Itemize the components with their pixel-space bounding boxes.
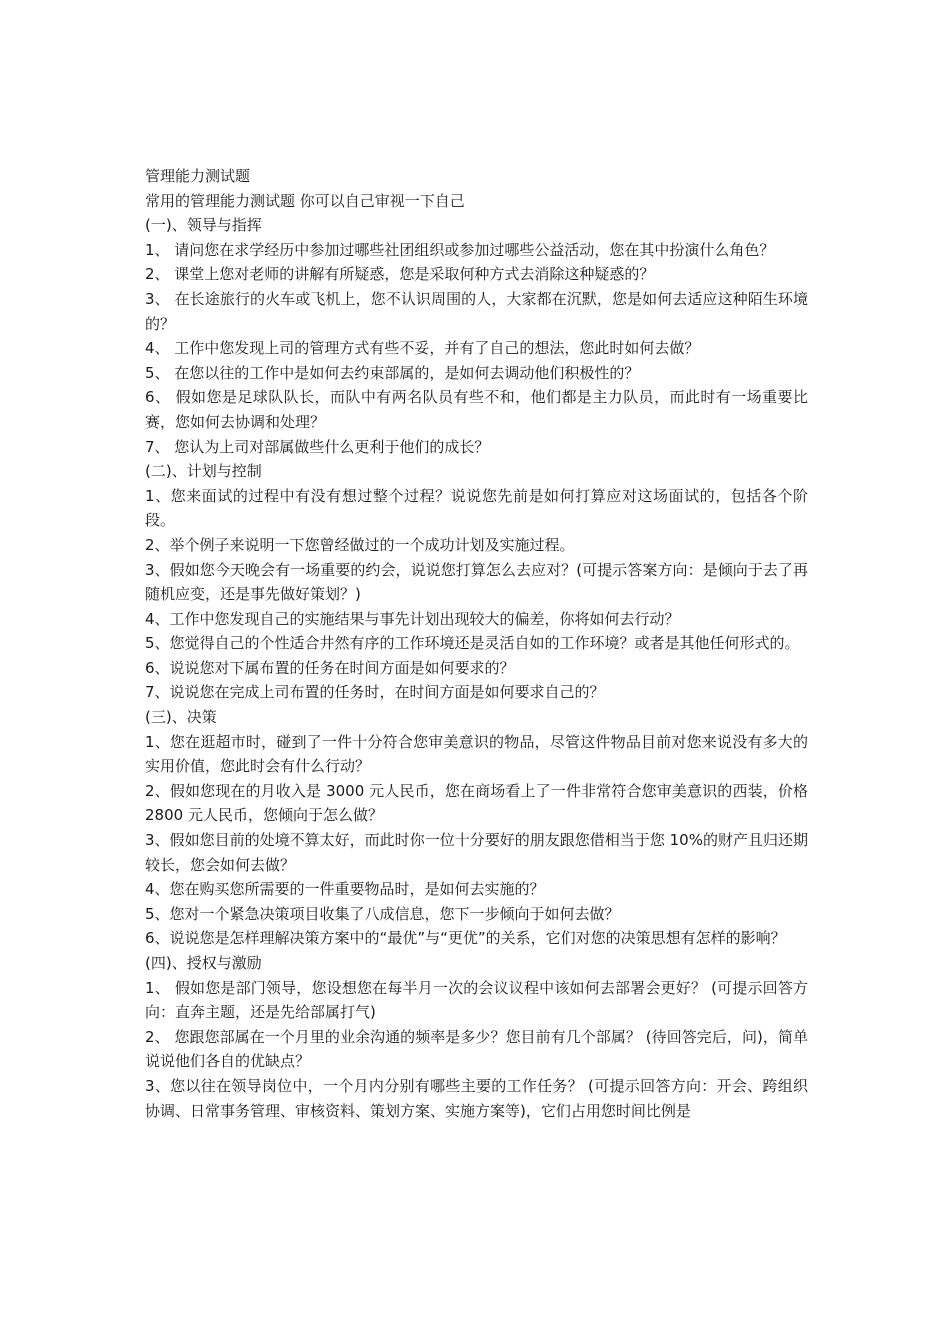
section-heading: (一)、领导与指挥	[145, 216, 262, 235]
question-item: 6、说说您对下属布置的任务在时间方面是如何要求的？	[145, 658, 515, 677]
question-item: 5、您觉得自己的个性适合井然有序的工作环境还是灵活自如的工作环境？或者是其他任何形式的。	[145, 634, 800, 653]
section-heading: (四)、授权与激励	[145, 954, 262, 972]
question-item: 6、 假如您是足球队队长，而队中有两名队员有些不和，他们都是主力队员，而此时有一场重要比赛，您如何去协调和处理？	[145, 388, 808, 431]
question-item: 4、 工作中您发现上司的管理方式有些不妥，并有了自己的想法，您此时如何去做？	[145, 339, 700, 358]
section-leadership	[145, 213, 808, 459]
section-decision	[145, 705, 808, 951]
question-item: 1、 请问您在求学经历中参加过哪些社团组织或参加过哪些公益活动，您在其中扮演什么角色？	[145, 240, 775, 259]
question-item: 7、说说您在完成上司布置的任务时，在时间方面是如何要求自己的？	[145, 683, 605, 702]
question-item: 5、您对一个紧急决策项目收集了八成信息，您下一步倾向于如何去做？	[145, 904, 620, 923]
document-title: 管理能力测试题	[145, 167, 251, 185]
question-item: 2、 课堂上您对老师的讲解有所疑惑，您是采取何种方式去消除这种疑惑的？	[145, 265, 655, 284]
question-item: 6、说说您是怎样理解决策方案中的“最优”与“更优”的关系，它们对您的决策思想有怎样的影响？	[145, 929, 786, 948]
question-item: 7、 您认为上司对部属做些什么更利于他们的成长？	[145, 437, 490, 456]
question-item: 2、举个例子来说明一下您曾经做过的一个成功计划及实施过程。	[145, 535, 575, 554]
section-planning-control	[145, 459, 808, 705]
question-item: 3、假如您目前的处境不算太好，而此时你一位十分要好的朋友跟您借相当于您 10%的财产且归还期较长，您会如何去做？	[145, 831, 808, 874]
question-item: 2、 您跟您部属在一个月里的业余沟通的频率是多少？您目前有几个部属？ (待回答完后，问)，简单说说他们各自的优缺点？	[145, 1027, 808, 1071]
question-item: 5、 在您以往的工作中是如何去约束部属的，是如何去调动他们积极性的？	[145, 363, 640, 382]
document-body	[145, 164, 808, 1123]
section-heading: (二)、计划与控制	[145, 462, 262, 481]
document-subtitle: 常用的管理能力测试题 你可以自己审视一下自己	[145, 191, 465, 210]
question-item: 3、您以往在领导岗位中，一个月内分别有哪些主要的工作任务？ (可提示回答方向：开会、跨组织协调、日常事务管理、审核资料、策划方案、实施方案等)，它们占用您时间比例是	[145, 1076, 808, 1120]
section-delegation-motivation	[145, 951, 808, 1123]
question-item: 4、工作中您发现自己的实施结果与事先计划出现较大的偏差，你将如何去行动？	[145, 609, 680, 628]
question-item: 2、假如您现在的月收入是 3000 元人民币，您在商场看上了一件非常符合您审美意识的西装，价格 2800 元人民币，您倾向于怎么做？	[145, 781, 808, 825]
question-item: 3、 在长途旅行的火车或飞机上，您不认识周围的人，大家都在沉默，您是如何去适应这种陌生环境的？	[145, 289, 808, 333]
question-item: 1、 假如您是部门领导，您设想您在每半月一次的会议议程中该如何去部署会更好？ (可提示回答方向：直奔主题，还是先给部属打气)	[145, 978, 808, 1022]
question-item: 1、您来面试的过程中有没有想过整个过程？说说您先前是如何打算应对这场面试的，包括各个阶段。	[145, 486, 808, 530]
question-item: 4、您在购买您所需要的一件重要物品时，是如何去实施的？	[145, 880, 545, 899]
section-heading: (三)、决策	[145, 708, 217, 727]
question-item: 3、假如您今天晚会有一场重要的约会，说说您打算怎么去应对？(可提示答案方向：是倾向于去了再随机应变，还是事先做好策划？)	[145, 560, 808, 604]
question-item: 1、您在逛超市时，碰到了一件十分符合您审美意识的物品，尽管这件物品目前对您来说没有多大的实用价值，您此时会有什么行动？	[145, 732, 808, 776]
